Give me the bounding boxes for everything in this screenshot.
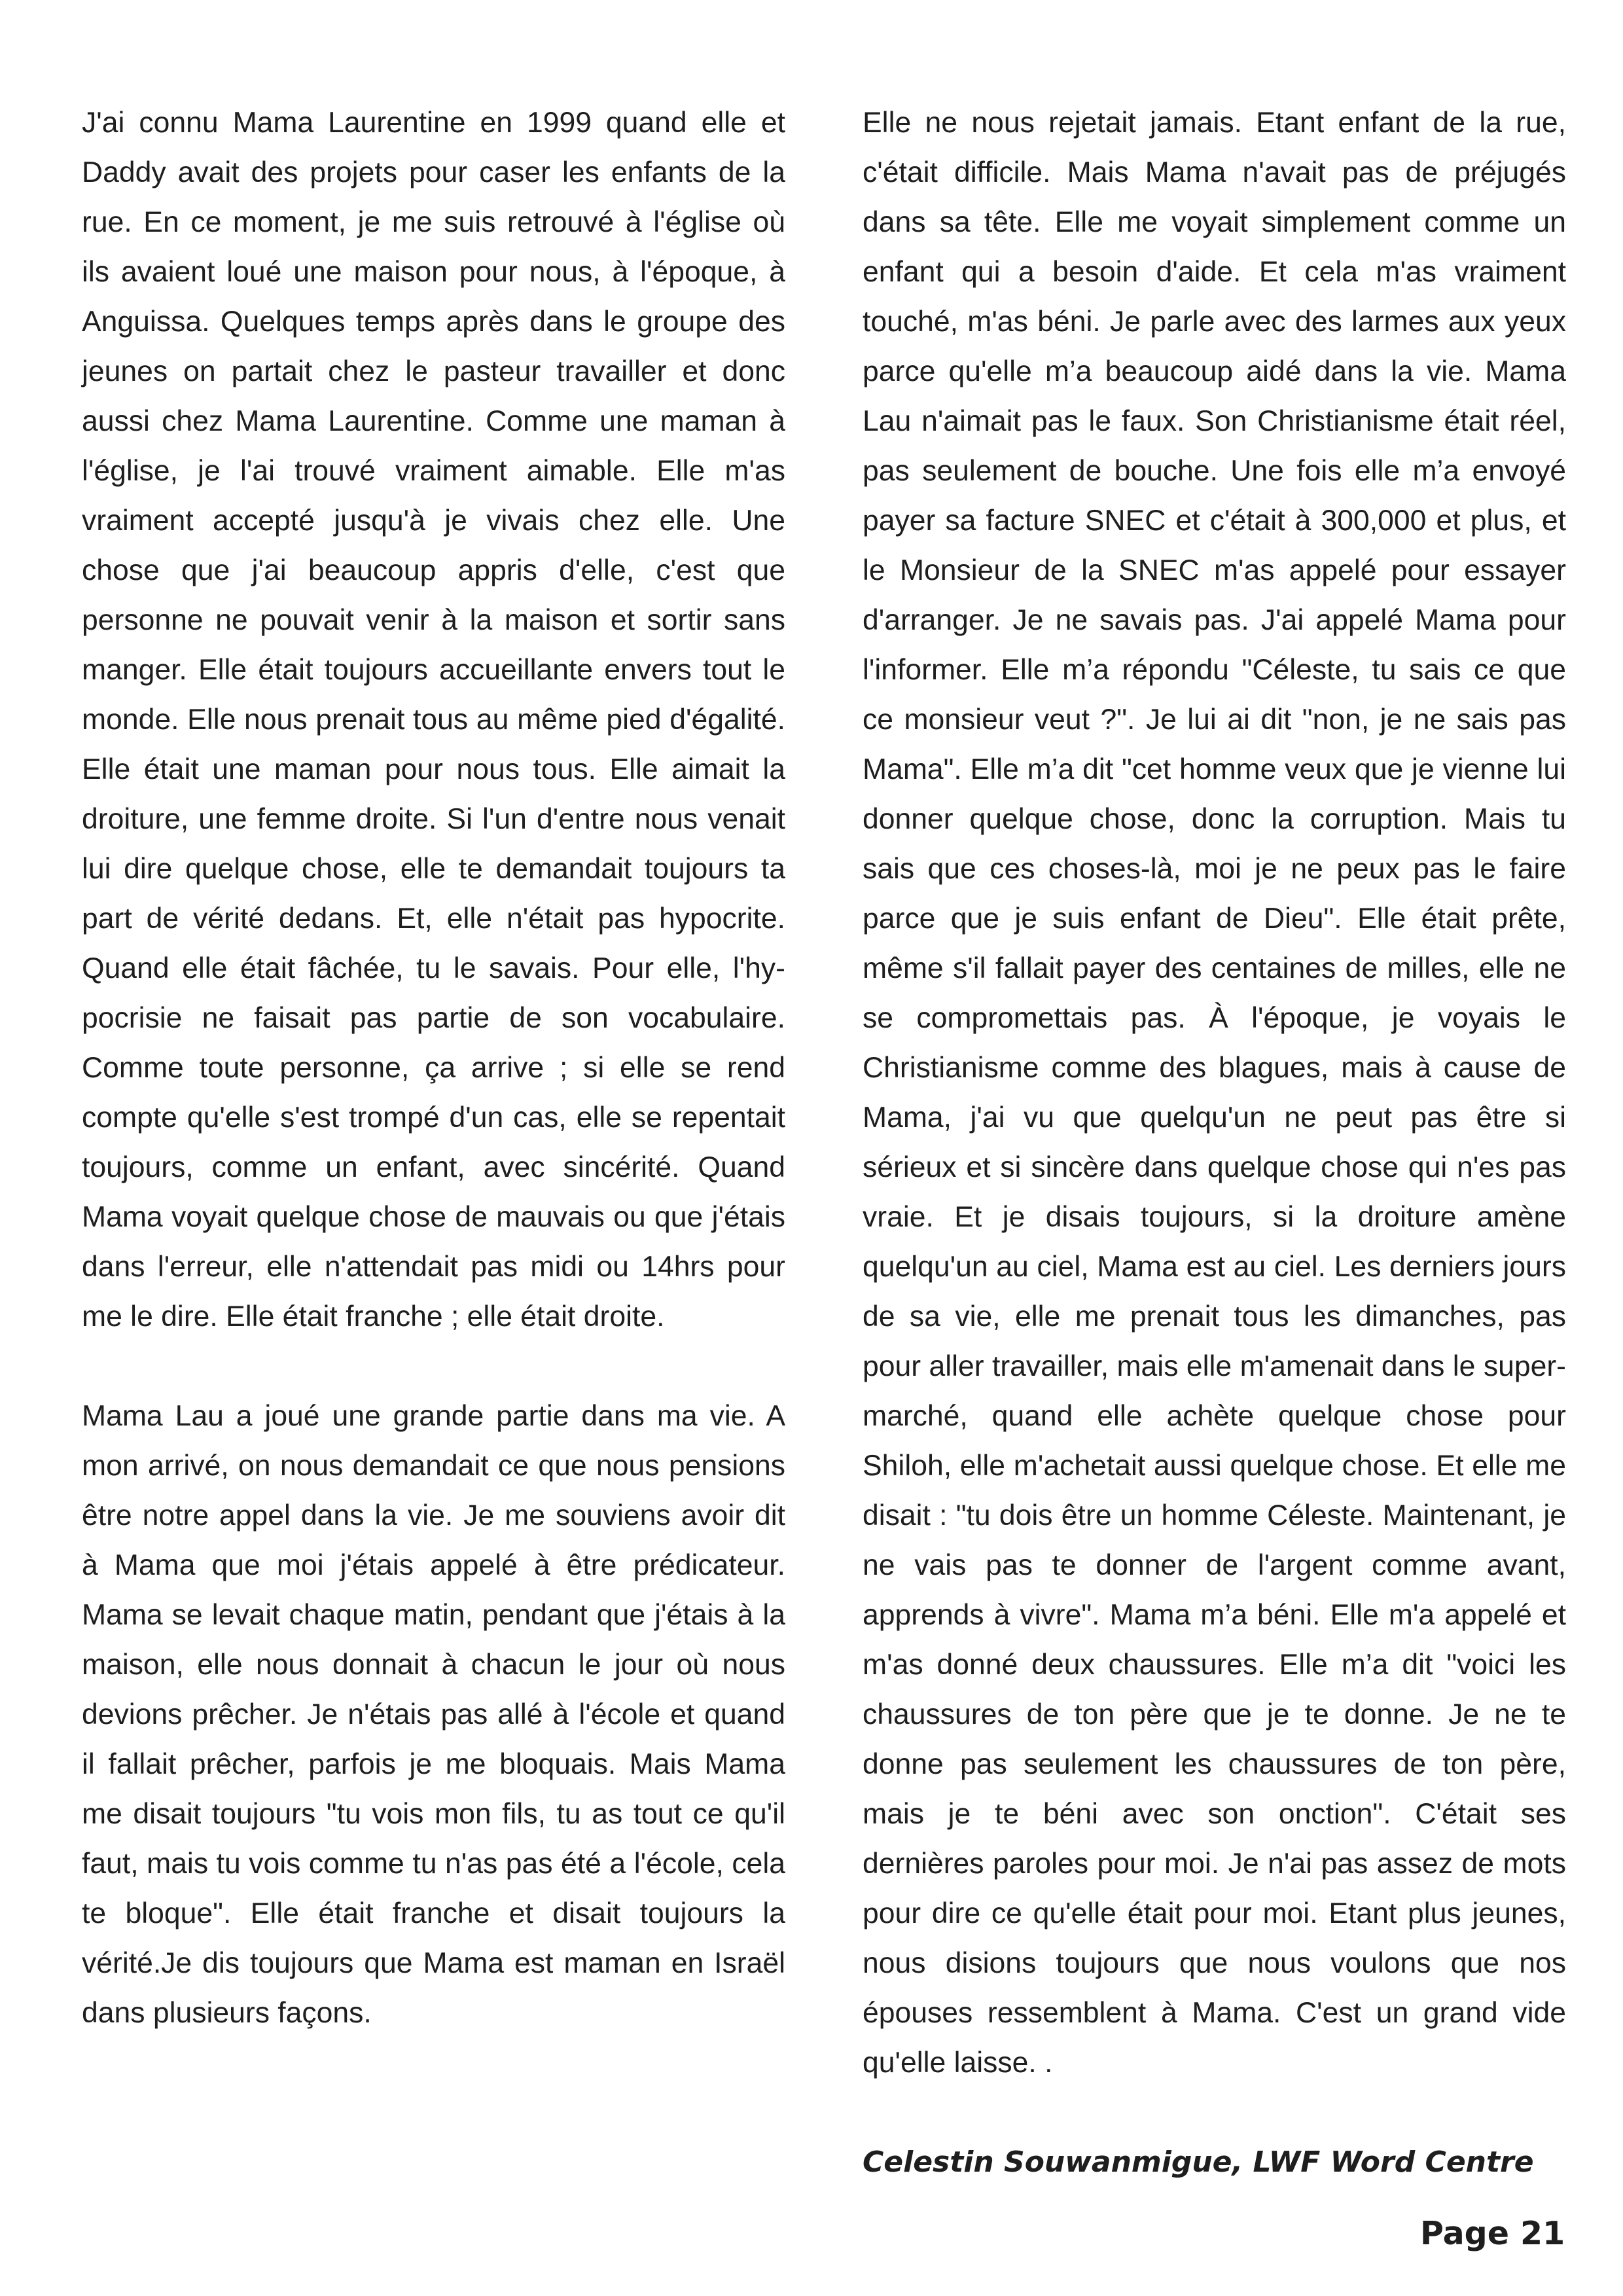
- left-column: [82, 98, 785, 2038]
- right-column: [863, 98, 1566, 2187]
- author-signature: Celestin Souwanmigue, LWF Word Centre: [863, 2145, 1534, 2179]
- paragraph: Mama Lau a joué une grande partie dans ma vie. A mon arrivé, on nous demandait ce que nous pensions être notre appel dans la vie. Je me souviens avoir dit à Mama que moi j'étais appelé à être prédicateur. Mama se levait chaque matin, pendant que j'étais à la maison, elle nous donnait à chacun le jour où nous devions prêcher. Je n'étais pas allé à l'école et quand il fallait prêcher, parfois je me bloquais. Mais Mama me disait toujours "tu vois mon fils, tu as tout ce qu'il faut, mais tu vois comme tu n'as pas été a l'école, cela te bloque". Elle était franche et disait toujours la vérité.Je dis toujours que Mama est maman en Israël dans plusieurs façons.: [82, 1400, 785, 2029]
- page-number: Page 21: [1420, 2215, 1565, 2252]
- paragraph: J'ai connu Mama Laurentine en 1999 quand elle et Daddy avait des projets pour caser les enfants de la rue. En ce moment, je me suis retrouvé à l'église où ils avaient loué une maison pour nous, à l'époque, à Anguissa. Quelques temps après dans le groupe des jeunes on partait chez le pasteur travailler et donc aussi chez Mama Laurentine. Comme une maman à l'église, je l'ai trouvé vraiment aimable. Elle m'as vraiment accepté jusqu'à je vivais chez elle. Une chose que j'ai beaucoup appris d'elle, c'est que personne ne pouvait venir à la maison et sortir sans manger. Elle était toujours accueillante envers tout le monde. Elle nous prenait tous au même pied d'égalité. Elle était une maman pour nous tous. Elle aimait la droiture, une femme droite. Si l'un d'entre nous venait lui dire quelque chose, elle te demandait toujours ta part de vérité dedans. Et, elle n'était pas hypocrite. Quand elle était fâchée, tu le savais. Pour elle, l'hypocrisie ne faisait pas partie de son vocabulaire. Comme toute personne, ça arrive ; si elle se rend compte qu'elle s'est trompé d'un cas, elle se repentait toujours, comme un enfant, avec sincérité. Quand Mama voyait quelque chose de mauvais ou que j'étais dans l'erreur, elle n'attendait pas midi ou 14hrs pour me le dire. Elle était franche ; elle était droite.: [82, 107, 785, 1333]
- paragraph: Elle ne nous rejetait jamais. Etant enfant de la rue, c'était difficile. Mais Mama n'avait pas de préjugés dans sa tête. Elle me voyait simplement comme un enfant qui a besoin d'aide. Et cela m'as vraiment touché, m'as béni. Je parle avec des larmes aux yeux parce qu'elle m’a beaucoup aidé dans la vie. Mama Lau n'aimait pas le faux. Son Christianisme était réel, pas seulement de bouche. Une fois elle m’a envoyé payer sa facture SNEC et c'était à 300,000 et plus, et le Monsieur de la SNEC m'as appelé pour essayer d'arranger. Je ne savais pas. J'ai appelé Mama pour l'informer. Elle m’a répondu "Céleste, tu sais ce que ce monsieur veut ?". Je lui ai dit "non, je ne sais pas Mama". Elle m’a dit "cet homme veux que je vienne lui donner quelque chose, donc la corruption. Mais tu sais que ces choses-là, moi je ne peux pas le faire parce que je suis enfant de Dieu". Elle était prête, même s'il fallait payer des centaines de milles, elle ne se compromettais pas. À l'époque, je voyais le Christianisme comme des blagues, mais à cause de Mama, j'ai vu que quelqu'un ne peut pas être si sérieux et si sincère dans quelque chose qui n'es pas vraie. Et je disais toujours, si la droiture amène quelqu'un au ciel, Mama est au ciel. Les derniers jours de sa vie, elle me prenait tous les dimanches, pas pour aller travailler, mais elle m'amenait dans le supermarché, quand elle achète quelque chose pour Shiloh, elle m'achetait aussi quelque chose. Et elle me disait : "tu dois être un homme Céleste. Maintenant, je ne vais pas te donner de l'argent comme avant, apprends à vivre". Mama m’a béni. Elle m'a appelé et m'as donné deux chaussures. Elle m’a dit "voici les chaussures de ton père que je te donne. Je ne te donne pas seulement les chaussures de ton père, mais je te béni avec son onction". C'était ses dernières paroles pour moi. Je n'ai pas assez de mots pour dire ce qu'elle était pour moi. Etant plus jeunes, nous disions toujours que nous voulons que nos épouses ressemblent à Mama. C'est un grand vide qu'elle laisse. .: [863, 107, 1566, 2079]
